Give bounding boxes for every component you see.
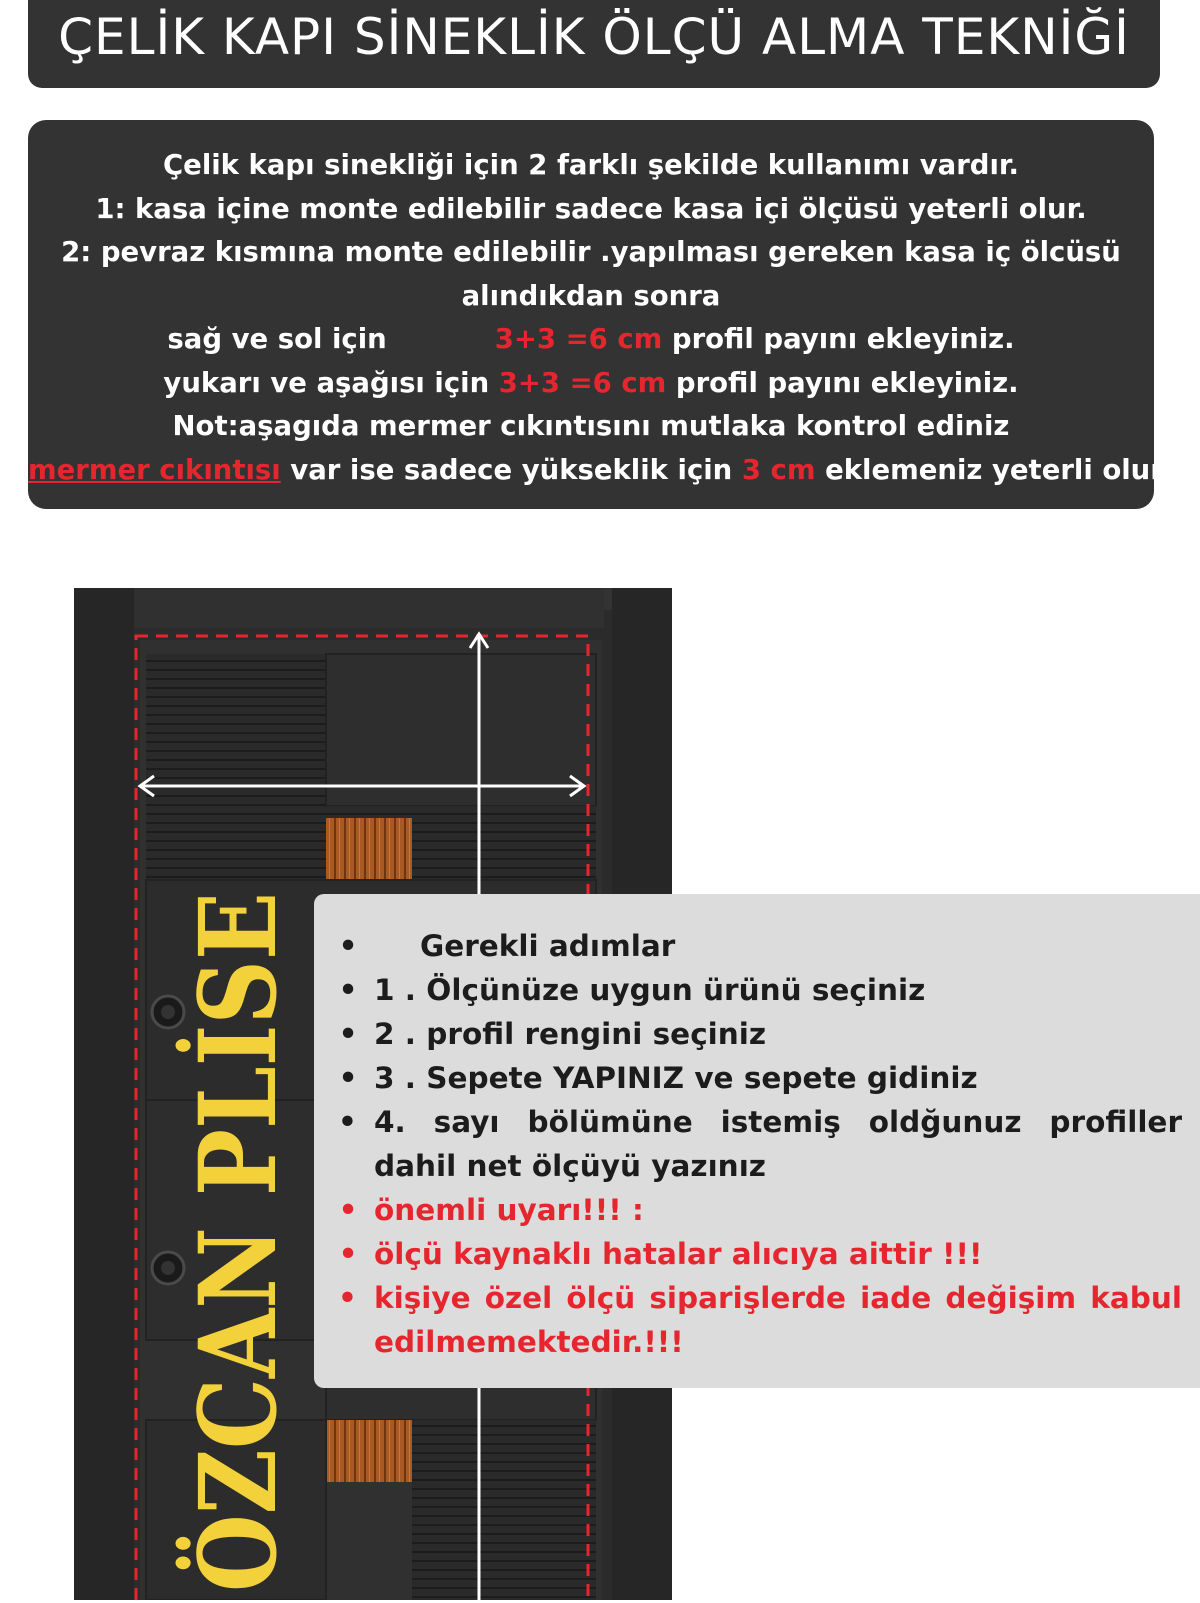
info-line-8-tail: eklemeniz yeterli olur .	[815, 453, 1184, 486]
info-line-6	[28, 362, 1154, 406]
warning-item: • kişiye özel ölçü siparişlerde iade değişim kabul edilmemektedir.!!!	[338, 1281, 1182, 1359]
info-line-7: Not:aşagıda mermer cıkıntısını mutlaka kontrol ediniz	[172, 410, 1010, 442]
title-bar	[28, 0, 1160, 88]
wood-inlay-bottom	[326, 1420, 412, 1482]
brand-logo	[163, 880, 313, 1598]
info-line-8-text: var ise sadece yükseklik için	[280, 453, 742, 486]
page-title: ÇELİK KAPI SİNEKLİK ÖLÇÜ ALMA TEKNİĞİ	[58, 8, 1130, 66]
steps-heading: • Gerekli adımlar	[338, 929, 676, 963]
step-item: • 2 . profil rengini seçiniz	[338, 1017, 767, 1051]
info-line-6-tail: profil payını ekleyiniz.	[666, 366, 1019, 399]
info-line-8	[28, 449, 1184, 493]
step-item: • 1 . Ölçünüze uygun ürünü seçiniz	[338, 973, 926, 1007]
info-line-8-measure: 3 cm	[741, 453, 816, 486]
warning-item: • ölçü kaynaklı hatalar alıcıya aittir !!!	[338, 1237, 983, 1271]
slat-panel-top	[146, 654, 326, 880]
info-line-3: 2: pevraz kısmına monte edilebilir .yapılması gereken kasa iç ölcüsü	[61, 236, 1121, 268]
info-line-4: alındıkdan sonra	[461, 279, 721, 312]
info-line-5-measure: 3+3 =6 cm	[494, 323, 663, 355]
step-item: • 4. sayı bölümüne istemiş oldğunuz profiller dahil net ölçüyü yazınız	[338, 1105, 1182, 1183]
brand-logo-text: ÖZCAN PLİSE	[175, 880, 300, 1592]
info-line-6-text: yukarı ve aşağısı için	[163, 366, 499, 399]
steps-panel	[314, 894, 1200, 1388]
warning-item: • önemli uyarı!!! :	[338, 1193, 644, 1227]
step-item: • 3 . Sepete YAPINIZ ve sepete gidiniz	[338, 1061, 978, 1095]
info-line-2: 1: kasa içine monte edilebilir sadece kasa içi ölçüsü yeterli olur.	[95, 192, 1087, 225]
info-line-1: Çelik kapı sinekliği için 2 farklı şekilde kullanımı vardır.	[163, 149, 1019, 181]
info-line-6-measure: 3+3 =6 cm	[498, 366, 667, 399]
wood-inlay-top	[326, 818, 412, 882]
info-line-5-tail: profil payını ekleyiniz.	[671, 323, 1015, 355]
info-line-5-text: sağ ve sol için	[167, 323, 387, 355]
slat-panel-bottom	[412, 1420, 596, 1600]
steps-list	[314, 924, 1200, 1364]
info-panel	[28, 120, 1184, 509]
info-line-5	[28, 318, 1154, 362]
marble-ledge-note: mermer cıkıntısı	[28, 453, 281, 486]
